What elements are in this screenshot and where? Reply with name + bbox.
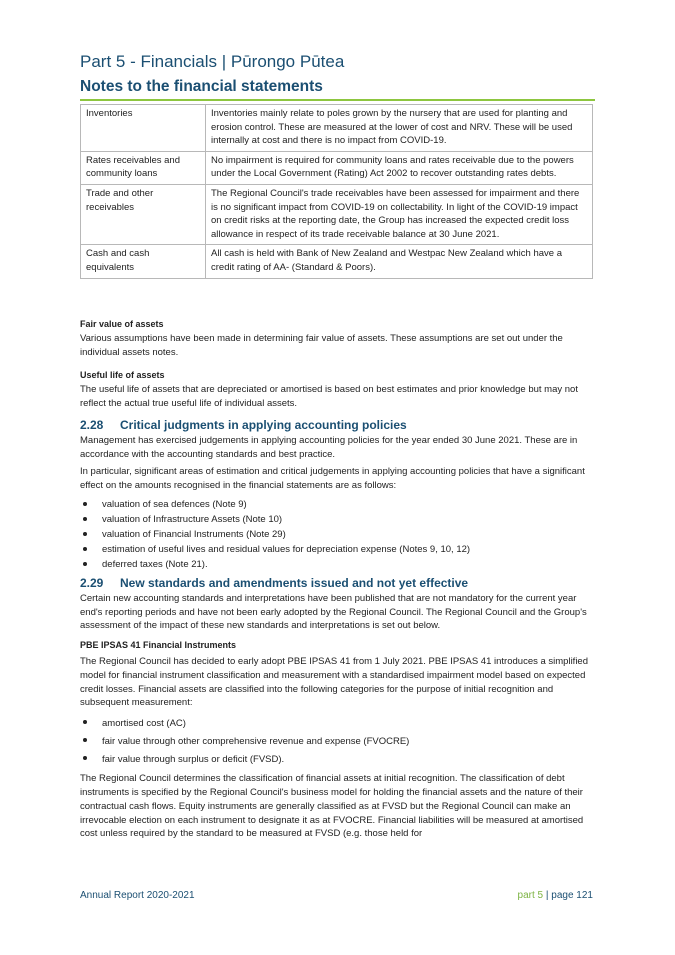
section-number: 2.29 bbox=[80, 576, 104, 590]
table-row bbox=[81, 105, 593, 152]
bullet-list bbox=[80, 497, 593, 572]
list-item: valuation of sea defences (Note 9) bbox=[80, 497, 593, 512]
section-number: 2.28 bbox=[80, 418, 104, 432]
row-text: The Regional Council's trade receivables have been assessed for impairment and there is no significant impact from COVID-19 on collectability. In light of the COVID-19 impact on credit risks at the reporting date, the Group has increased the expected credit loss allowance in respect of its trade receivable balance at 30 June 2021. bbox=[206, 184, 593, 244]
row-label: Rates receivables and community loans bbox=[81, 151, 206, 184]
impact-table bbox=[80, 104, 593, 279]
row-text: All cash is held with Bank of New Zealand and Westpac New Zealand which have a credit rating of AA- (Standard & Poors). bbox=[206, 245, 593, 278]
page-title: Notes to the financial statements bbox=[80, 78, 323, 95]
paragraph: The Regional Council determines the classification of financial assets at initial recognition. The classification of debt instruments is specified by the Regional Council's business model for holding the financial assets and the nature of their contractual cash flows. Equity instruments are generally classified as at FVSD but the Regional Council can make an irrevocable election on each instrument to designate it as at FVOCRE. Financial liabilities will be measured at amortised cost unless required by the standard to be measured at FVSD (e.g. those held for bbox=[80, 773, 584, 840]
list-item: amortised cost (AC) bbox=[80, 715, 593, 733]
footer-page-number: page 121 bbox=[551, 890, 593, 901]
section-title: Critical judgments in applying accounting policies bbox=[120, 418, 407, 432]
table-row bbox=[81, 184, 593, 244]
row-label: Trade and other receivables bbox=[81, 184, 206, 244]
useful-life-block bbox=[80, 369, 593, 410]
list-item: deferred taxes (Note 21). bbox=[80, 557, 593, 572]
paragraph: The Regional Council has decided to early adopt PBE IPSAS 41 from 1 July 2021. PBE IPSAS 41 introduces a simplified model for financial instrument classification and measurement with a standardised impairment model based on expected credit losses. Financial assets are classified into the following categories for the purpose of initial recognition and subsequent measurement: bbox=[80, 655, 589, 709]
paragraph: Management has exercised judgements in applying accounting policies for the year ended 30 June 2021. These are in accordance with the accounting standards and best practice. bbox=[80, 434, 578, 460]
bullet-list bbox=[80, 715, 593, 769]
list-item: valuation of Financial Instruments (Note 29) bbox=[80, 527, 593, 542]
section-title: New standards and amendments issued and not yet effective bbox=[120, 576, 469, 590]
row-text: No impairment is required for community loans and rates receivable due to the powers under the Local Government (Rating) Act 2002 to recover outstanding rates debts. bbox=[206, 151, 593, 184]
list-item: valuation of Infrastructure Assets (Note 10) bbox=[80, 512, 593, 527]
section-2-28 bbox=[80, 419, 593, 572]
section-2-29 bbox=[80, 577, 593, 841]
list-item: estimation of useful lives and residual values for depreciation expense (Notes 9, 10, 12) bbox=[80, 542, 593, 557]
list-item: fair value through surplus or deficit (FVSD). bbox=[80, 751, 593, 769]
section-heading bbox=[80, 577, 593, 591]
fair-value-text: Various assumptions have been made in determining fair value of assets. These assumptions are set out under the individual assets notes. bbox=[80, 332, 563, 358]
footer-part: part 5 bbox=[517, 890, 544, 901]
table-row bbox=[81, 245, 593, 278]
fair-value-block bbox=[80, 318, 593, 359]
footer-report-title: Annual Report 2020-2021 bbox=[80, 890, 195, 901]
footer-page-ref bbox=[518, 890, 593, 901]
table-row bbox=[81, 151, 593, 184]
useful-life-heading: Useful life of assets bbox=[80, 370, 165, 380]
row-label: Cash and cash equivalents bbox=[81, 245, 206, 278]
title-underline bbox=[80, 99, 595, 101]
section-heading bbox=[80, 419, 593, 433]
paragraph: Certain new accounting standards and interpretations have been published that are not mandatory for the current year end's reporting periods and have not been early adopted by the Regional Council. The Regional Council and the Group's assessment of the impact of these new standards and interpretations is set out below. bbox=[80, 592, 587, 632]
list-item: fair value through other comprehensive revenue and expense (FVOCRE) bbox=[80, 733, 593, 751]
row-label: Inventories bbox=[81, 105, 206, 152]
part-title: Part 5 - Financials | Pūrongo Pūtea bbox=[80, 52, 345, 71]
fair-value-heading: Fair value of assets bbox=[80, 319, 164, 329]
paragraph: In particular, significant areas of estimation and critical judgements in applying accounting policies that have a significant effect on the amounts recognised in the financial statements are as follows: bbox=[80, 466, 585, 492]
useful-life-text: The useful life of assets that are depreciated or amortised is based on best estimates and prior knowledge but may not reflect the actual true useful life of individual assets. bbox=[80, 383, 578, 409]
sub-heading: PBE IPSAS 41 Financial Instruments bbox=[80, 640, 237, 651]
row-text: Inventories mainly relate to poles grown by the nursery that are used for planting and erosion control. These are measured at the lower of cost and NRV. These will be used internally at cost and there is no impact from COVID-19. bbox=[206, 105, 593, 152]
footer-separator: | bbox=[545, 890, 549, 901]
